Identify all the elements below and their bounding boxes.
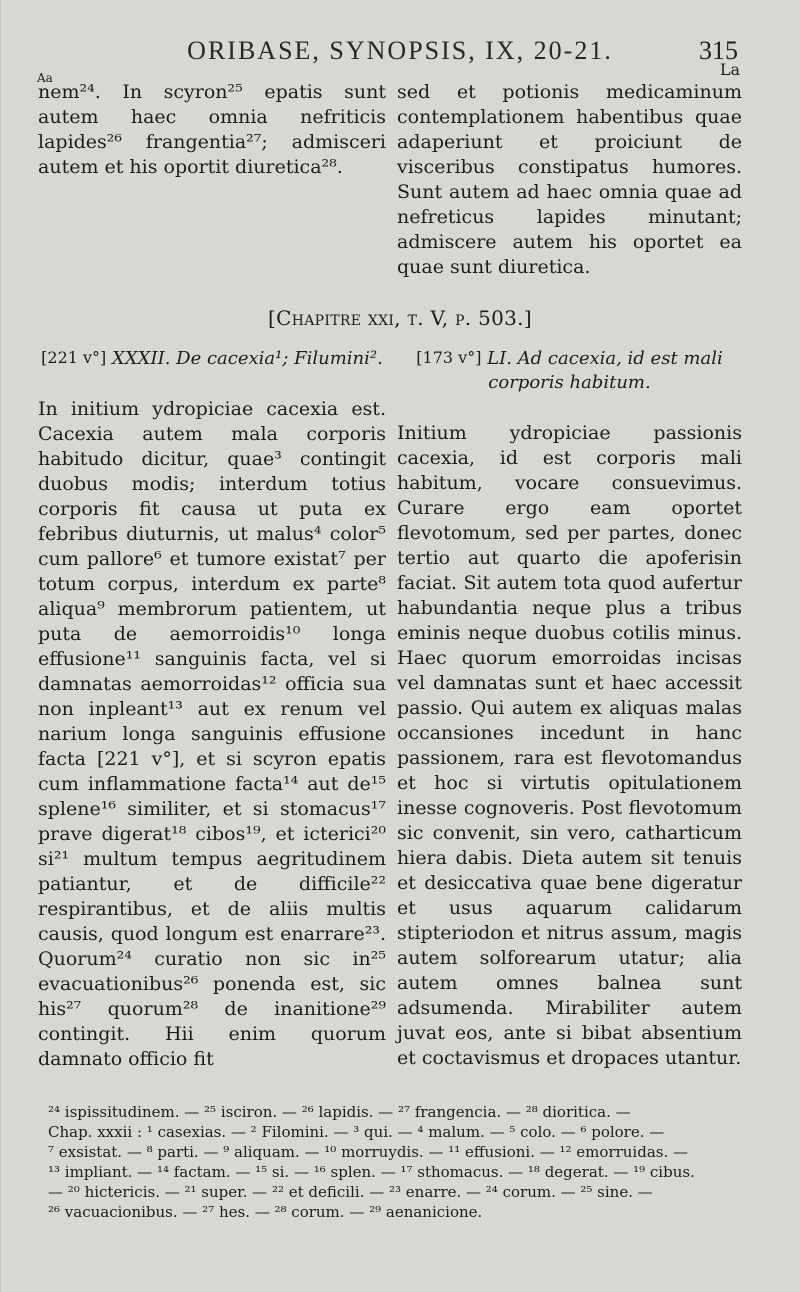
- right-section-body: Initium ydropiciae passionis cacexia, id est corporis mali habitum, vocare consuevimus. Curare ergo eam oportet flevotomum, sed per partes, donec tertio aut quarto die apoferisin faciat. Sit autem tota quod aufertur habundantia neque plus a tribus eminis neque duobus cotilis minus. Haec quorum emorroidas incisas vel damnatas sunt et haec accessit passio. Qui autem ex aliquas malas occansiones incedunt in hanc passionem, rara est flevotomandus et hoc si virtutis opitulationem inesse cognoveris. Post flevotomum sic convenit, sin vero, catharticum hiera dabis. Dieta autem sit tenuis et desiccativa quae bene digeratur et usus aquarum calidarum stipteriodon et nitrus assum, magis autem solforearum utatur; alia autem omnes balnea sunt adsumenda. Mirabiliter autem juvat eos, ante si bibat absentium et coctavismus et dropaces utantur.: [397, 422, 742, 1069]
- footnote-line-1: ²⁴ ispissitudinem. — ²⁵ isciron. — ²⁶ lapidis. — ²⁷ frangencia. — ²⁸ dioritica. —: [48, 1103, 631, 1121]
- right-section-title: LI. Ad cacexia, id est mali corporis habitum.: [487, 348, 723, 393]
- right-section-heading: [397, 346, 742, 395]
- footnote-line-6: ²⁶ vacuacionibus. — ²⁷ hes. — ²⁸ corum. — ²⁹ aenanicione.: [48, 1203, 483, 1221]
- left-marginal-note: Aa: [37, 71, 53, 85]
- left-section-body: In initium ydropiciae cacexia est. Cacexia autem mala corporis habitudo dicitur, quae³ contingit duobus modis; interdum totius corporis fit causa ut puta ex febribus diuturnis, ut malus⁴ color⁵ cum pallore⁶ et tumore existat⁷ per totum corpus, interdum ex parte⁸ aliqua⁹ membrorum patientem, ut puta de aemorroidis¹⁰ longa effusione¹¹ sanguinis facta, vel si damnatas aemorroidas¹² officia sua non inpleant¹³ aut ex renum vel narium longa sanguinis effusione facta [221 v°], et si scyron epatis cum inflammatione facta¹⁴ aut de¹⁵ splene¹⁶ similiter, et si stomacus¹⁷ prave digerat¹⁸ cibos¹⁹, et icterici²⁰ si²¹ multum tempus aegritudinem patiantur, et de difficile²² respirantibus, et de aliis multis causis, quod longum est enarrare²³. Quorum²⁴ curatio non sic in²⁵ evacuationibus²⁶ ponenda est, sic his²⁷ quorum²⁸ de inanitione²⁹ contingit. Hii enim quorum damnato officio fit: [38, 398, 386, 1070]
- top-right-column: [397, 80, 742, 280]
- left-section: [38, 346, 386, 1072]
- top-right-paragraph: sed et potionis medicaminum contemplationem habentibus quae adaperiunt et proiciunt de visceribus constipatus humores. Sunt autem ad haec omnia quae ad nefreticus lapides minutant; admiscere autem his oportet ea quae sunt diuretica.: [397, 81, 742, 278]
- footnote-line-2: Chap. xxxii : ¹ casexias. — ² Filomini. — ³ qui. — ⁴ malum. — ⁵ colo. — ⁶ polore. —: [48, 1123, 665, 1141]
- running-title: ORIBASE, SYNOPSIS, IX, 20-21.: [187, 36, 613, 65]
- right-marginal-note: La: [719, 60, 740, 79]
- left-section-ref: [221 v°]: [41, 348, 107, 367]
- footnote-line-5: — ²⁰ hictericis. — ²¹ super. — ²² et deficili. — ²³ enarre. — ²⁴ corum. — ²⁵ sine. —: [48, 1183, 653, 1201]
- page-number: 315: [699, 36, 738, 65]
- footnotes: [48, 1102, 758, 1222]
- right-section-ref: [173 v°]: [416, 348, 482, 367]
- right-section: [397, 346, 742, 1071]
- top-left-paragraph: nem²⁴. In scyron²⁵ epatis sunt autem haec omnia nefriticis lapides²⁶ frangentia²⁷; admisceri autem et his oportit diuretica²⁸.: [38, 81, 386, 178]
- chapter-label: [Chapitre xxi, t. V, p. 503.]: [268, 306, 532, 330]
- left-section-heading: [38, 346, 386, 371]
- top-left-column: [38, 80, 386, 180]
- page-edge-line: [0, 0, 1, 1292]
- footnote-line-4: ¹³ impliant. — ¹⁴ factam. — ¹⁵ si. — ¹⁶ splen. — ¹⁷ sthomacus. — ¹⁸ degerat. — ¹⁹ cibus.: [48, 1163, 695, 1181]
- left-section-title: XXXII. De cacexia¹; Filumini².: [112, 348, 383, 369]
- chapter-heading: [0, 306, 800, 330]
- footnote-line-3: ⁷ exsistat. — ⁸ parti. — ⁹ aliquam. — ¹⁰ morruydis. — ¹¹ effusioni. — ¹² emorruidas. —: [48, 1143, 688, 1161]
